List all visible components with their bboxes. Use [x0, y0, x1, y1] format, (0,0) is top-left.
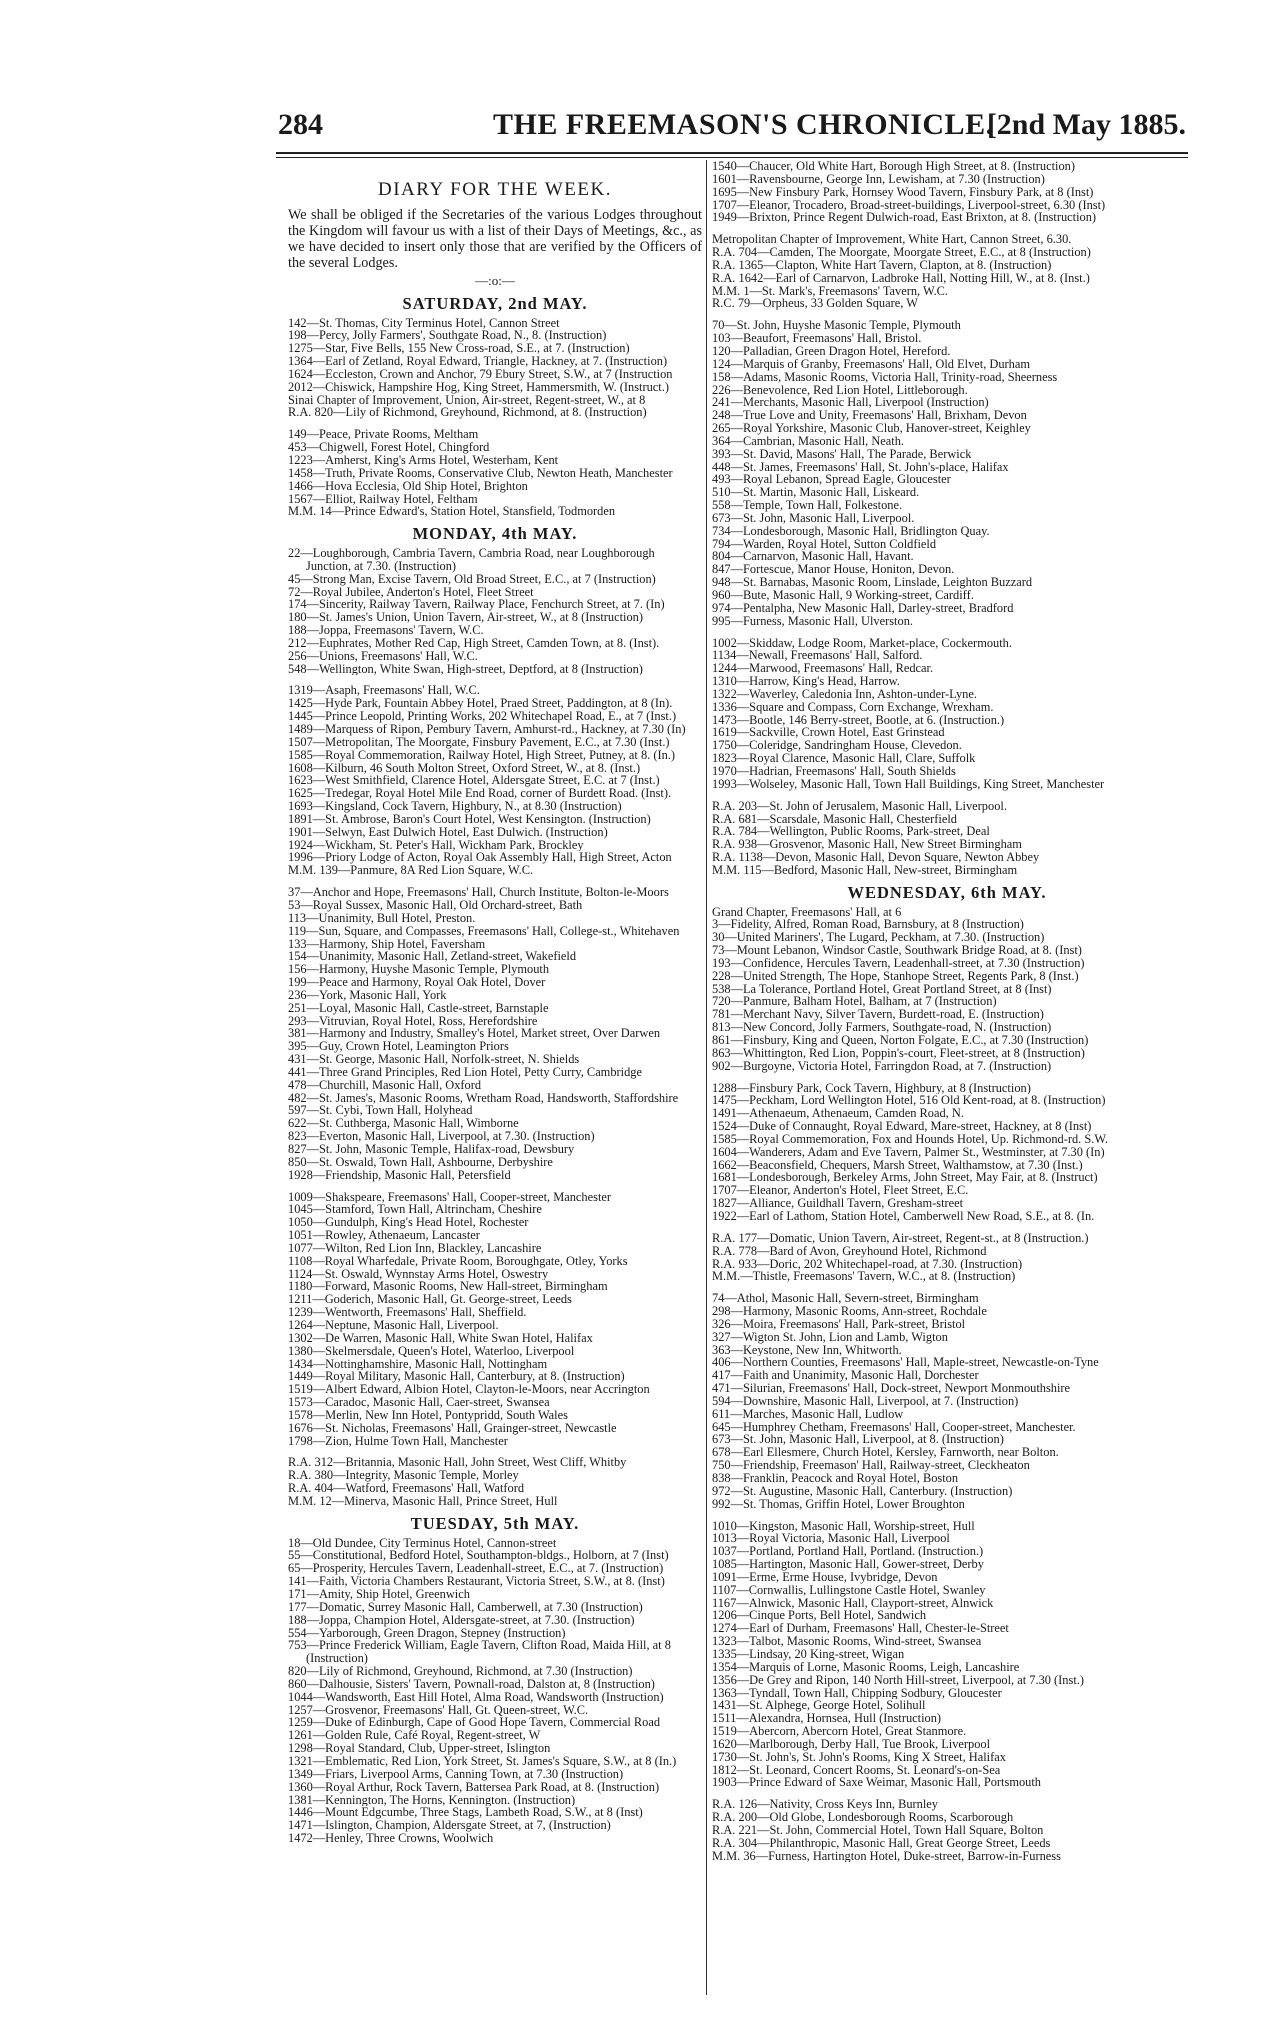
lodge-entry: 1585—Royal Commemoration, Railway Hotel, High Street, Putney, at 8. (In.) — [288, 748, 676, 762]
lodge-entry: 1223—Amherst, King's Arms Hotel, Westerham, Kent — [288, 453, 559, 467]
lodge-entry: 1623—West Smithfield, Clarence Hotel, Aldersgate Street, E.C. at 7 (Inst.) — [288, 774, 660, 788]
lodge-entry: 1922—Earl of Lathom, Station Hotel, Camberwell New Road, S.E., at 8. (In. — [712, 1209, 1095, 1223]
lodge-entry: 1381—Kennington, The Horns, Kennington. (Instruction) — [288, 1793, 576, 1807]
lodge-entry: 1730—St. John's, St. John's Rooms, King X Street, Halifax — [712, 1750, 1006, 1764]
lodge-entry: R.A. 380—Integrity, Masonic Temple, Morley — [288, 1469, 519, 1483]
lodge-entry: 1446—Mount Edgcumbe, Three Stags, Lambeth Road, S.W., at 8 (Inst) — [288, 1806, 643, 1820]
lodge-entry: 1323—Talbot, Masonic Rooms, Wind-street, Swansea — [712, 1635, 982, 1648]
lodge-entry: 1264—Neptune, Masonic Hall, Liverpool. — [288, 1318, 499, 1332]
lodge-entry: 1322—Waverley, Caledonia Inn, Ashton-under-Lyne. — [712, 687, 977, 701]
lodge-entry: 236—York, Masonic Hall, York — [288, 988, 447, 1002]
lodge-entry: 1259—Duke of Edinburgh, Cape of Good Hope Tavern, Commercial Road — [288, 1716, 661, 1730]
lodge-entry: 142—St. Thomas, City Terminus Hotel, Cannon Street — [288, 316, 560, 330]
lodge-entry: 1993—Wolseley, Masonic Hall, Town Hall Buildings, King Street, Manchester — [712, 777, 1105, 791]
lodge-entry: 972—St. Augustine, Masonic Hall, Canterbury. (Instruction) — [712, 1484, 1013, 1498]
lodge-entry: 1511—Alexandra, Hornsea, Hull (Instruction) — [712, 1712, 942, 1726]
lodge-entry: R.A. 126—Nativity, Cross Keys Inn, Burnley — [712, 1798, 939, 1812]
lodge-entry: 431—St. George, Masonic Hall, Norfolk-street, N. Shields — [288, 1053, 580, 1066]
lodge-entry: 1491—Athenaeum, Athenaeum, Camden Road, N. — [712, 1107, 964, 1121]
lodge-entry: 226—Benevolence, Red Lion Hotel, Littleborough. — [712, 383, 968, 397]
lodge-entry: 594—Downshire, Masonic Hall, Liverpool, at 7. (Instruction) — [712, 1394, 1019, 1408]
wednesday-heading: WEDNESDAY, 6th MAY. — [847, 882, 1047, 902]
lodge-entry: 1107—Cornwallis, Lullingstone Castle Hotel, Swanley — [712, 1583, 986, 1597]
tuesday-heading: TUESDAY, 5th MAY. — [410, 1513, 580, 1533]
tuesday-continued-list — [712, 160, 1182, 877]
lodge-entry: 188—Joppa, Champion Hotel, Aldersgate-street, at 7.30. (Instruction) — [288, 1613, 635, 1627]
lodge-entry: 1051—Rowley, Athenaeum, Lancaster — [288, 1229, 480, 1242]
lodge-entry: (Instruction) — [306, 1652, 368, 1666]
lodge-entry: 734—Londesborough, Masonic Hall, Bridlington Quay. — [712, 524, 990, 538]
lodge-entry: 406—Northern Counties, Freemasons' Hall, Maple-street, Newcastle-on-Tyne — [712, 1356, 1099, 1370]
lodge-entry: R.A. 177—Domatic, Union Tavern, Air-street, Regent-st., at 8 (Instruction.) — [712, 1231, 1089, 1245]
lodge-entry: 1274—Earl of Durham, Freemasons' Hall, Chester-le-Street — [712, 1622, 1009, 1636]
lodge-entry: 1473—Bootle, 146 Berry-street, Bootle, at 6. (Instruction.) — [712, 713, 1005, 727]
lodge-entry: 1045—Stamford, Town Hall, Altrincham, Cheshire — [288, 1203, 542, 1217]
lodge-entry: 1010—Kingston, Masonic Hall, Worship-street, Hull — [712, 1519, 975, 1533]
lodge-entry: 120—Palladian, Green Dragon Hotel, Hereford. — [712, 344, 951, 358]
group-gap — [712, 1511, 1182, 1520]
lodge-entry: 1662—Beaconsfield, Chequers, Marsh Street, Walthamstow, at 7.30 (Inst.) — [712, 1158, 1083, 1172]
group-gap — [712, 224, 1182, 233]
lodge-entry: 1009—Shakspeare, Freemasons' Hall, Cooper-street, Manchester — [288, 1190, 612, 1204]
lodge-entry: 154—Unanimity, Masonic Hall, Zetland-street, Wakefield — [288, 950, 577, 964]
lodge-entry: 1134—Newall, Freemasons' Hall, Salford. — [712, 649, 923, 663]
lodge-entry: 673—St. John, Masonic Hall, Liverpool. — [712, 511, 915, 525]
lodge-entry: 1996—Priory Lodge of Acton, Royal Oak Assembly Hall, High Street, Acton — [288, 851, 672, 865]
lodge-entry: 1524—Duke of Connaught, Royal Edward, Mare-street, Hackney, at 8 (Inst) — [712, 1120, 1092, 1133]
lodge-entry: 251—Loyal, Masonic Hall, Castle-street, Barnstaple — [288, 1001, 549, 1015]
group-gap — [712, 310, 1182, 319]
lodge-entry: 156—Harmony, Huyshe Masonic Temple, Plymouth — [288, 963, 550, 977]
lodge-entry: 1445—Prince Leopold, Printing Works, 202 Whitechapel Road, E., at 7 (Inst.) — [288, 710, 677, 723]
lodge-entry: 72—Royal Jubilee, Anderton's Hotel, Fleet Street — [288, 585, 534, 599]
lodge-entry: 1466—Hova Ecclesia, Old Ship Hotel, Brighton — [288, 479, 528, 493]
lodge-entry: 1449—Royal Military, Masonic Hall, Canterbury, at 8. (Instruction) — [288, 1370, 625, 1384]
lodge-entry: R.A. 938—Grosvenor, Masonic Hall, New Street Birmingham — [712, 838, 1022, 852]
wednesday-list — [712, 906, 1182, 1863]
lodge-entry: 1928—Friendship, Masonic Hall, Petersfield — [288, 1168, 511, 1182]
lodge-entry: 995—Furness, Masonic Hall, Ulverston. — [712, 614, 913, 628]
lodge-entry: 133—Harmony, Ship Hotel, Faversham — [288, 937, 486, 951]
lodge-entry: M.M. 139—Panmure, 8A Red Lion Square, W.C. — [288, 864, 534, 878]
lodge-entry: 1676—St. Nicholas, Freemasons' Hall, Grainger-street, Newcastle — [288, 1421, 617, 1435]
lodge-entry: 22—Loughborough, Cambria Tavern, Cambria Road, near Loughborough — [288, 547, 655, 560]
lodge-entry: 241—Merchants, Masonic Hall, Liverpool (Instruction) — [712, 396, 989, 410]
lodge-entry: 256—Unions, Freemasons' Hall, W.C. — [288, 649, 478, 663]
lodge-entry: 1363—Tyndall, Town Hall, Chipping Sodbury, Gloucester — [712, 1686, 1002, 1700]
monday-list — [288, 547, 702, 1508]
lodge-entry: 720—Panmure, Balham Hotel, Balham, at 7 (Instruction) — [712, 995, 997, 1009]
lodge-entry: 820—Lily of Richmond, Greyhound, Richmond, at 7.30 (Instruction) — [288, 1665, 633, 1678]
lodge-entry: 1310—Harrow, King's Head, Harrow. — [712, 675, 900, 688]
lodge-entry: 974—Pentalpha, New Masonic Hall, Darley-street, Bradford — [712, 601, 1014, 615]
lodge-entry: 1244—Marwood, Freemasons' Hall, Redcar. — [712, 662, 934, 676]
lodge-entry: 597—St. Cybi, Town Hall, Holyhead — [288, 1104, 473, 1118]
lodge-entry: 1475—Peckham, Lord Wellington Hotel, 516 Old Kent-road, at 8. (Instruction) — [712, 1094, 1106, 1108]
lodge-entry: 174—Sincerity, Railway Tavern, Railway Place, Fenchurch Street, at 7. (In) — [288, 598, 665, 612]
lodge-entry: 103—Beaufort, Freemasons' Hall, Bristol. — [712, 332, 922, 345]
publication-title: THE FREEMASON'S CHRONICLE. — [493, 108, 994, 141]
lodge-entry: R.A. 681—Scarsdale, Masonic Hall, Chesterfield — [712, 812, 958, 826]
lodge-entry: 960—Bute, Masonic Hall, 9 Working-street, Cardiff. — [712, 589, 974, 602]
lodge-entry: 1827—Alliance, Guildhall Tavern, Gresham-street — [712, 1197, 964, 1210]
lodge-entry: 1823—Royal Clarence, Masonic Hall, Clare, Suffolk — [712, 752, 976, 765]
lodge-entry: 558—Temple, Town Hall, Folkestone. — [712, 499, 903, 512]
lodge-entry: 1625—Tredegar, Royal Hotel Mile End Road, corner of Burdett Road. (Inst). — [288, 787, 672, 801]
lodge-entry: M.M. 1—St. Mark's, Freemasons' Tavern, W.C. — [712, 284, 949, 298]
lodge-entry: 393—St. David, Masons' Hall, The Parade, Berwick — [712, 447, 972, 461]
lodge-entry: M.M. 115—Bedford, Masonic Hall, New-street, Birmingham — [712, 863, 1018, 877]
lodge-entry: 171—Amity, Ship Hotel, Greenwich — [288, 1588, 470, 1601]
lodge-entry: 364—Cambrian, Masonic Hall, Neath. — [712, 434, 905, 448]
lodge-entry: 1578—Merlin, New Inn Hotel, Pontypridd, South Wales — [288, 1408, 568, 1422]
lodge-entry: 119—Sun, Square, and Compasses, Freemasons' Hall, College-st., Whitehaven — [288, 924, 680, 938]
lodge-entry: 198—Percy, Jolly Farmers', Southgate Road, N., 8. (Instruction) — [288, 329, 607, 343]
lodge-entry: 1472—Henley, Three Crowns, Woolwich — [288, 1832, 494, 1845]
lodge-entry: 1519—Albert Edward, Albion Hotel, Clayton-le-Moors, near Accrington — [288, 1383, 650, 1397]
lodge-entry: 1257—Grosvenor, Freemasons' Hall, Gt. Queen-street, W.C. — [288, 1703, 589, 1717]
group-gap — [712, 791, 1182, 800]
group-gap — [288, 419, 702, 428]
lodge-entry: 781—Merchant Navy, Silver Tavern, Burdett-road, E. (Instruction) — [712, 1008, 1044, 1022]
lodge-entry: 850—St. Oswald, Town Hall, Ashbourne, Derbyshire — [288, 1155, 553, 1169]
lodge-entry: 847—Fortescue, Manor House, Honiton, Devon. — [712, 563, 955, 577]
monday-heading: MONDAY, 4th MAY. — [412, 524, 578, 544]
saturday-list — [288, 317, 702, 519]
lodge-entry: 1949—Brixton, Prince Regent Dulwich-road, East Brixton, at 8. (Instruction) — [712, 211, 1097, 225]
lodge-entry: 124—Marquis of Granby, Freemasons' Hall, Old Elvet, Durham — [712, 357, 1031, 371]
lodge-entry: 794—Warden, Royal Hotel, Sutton Coldfield — [712, 537, 937, 551]
lodge-entry: 538—La Tolerance, Portland Hotel, Great Portland Street, at 8 (Inst) — [712, 982, 1052, 996]
lodge-entry: R.A. 200—Old Globe, Londesborough Rooms, Scarborough — [712, 1811, 1014, 1824]
lodge-entry: 510—St. Martin, Masonic Hall, Liskeard. — [712, 486, 920, 500]
lodge-entry: 1585—Royal Commemoration, Fox and Hounds Hotel, Up. Richmond-rd. S.W. — [712, 1132, 1109, 1146]
group-gap — [712, 1073, 1182, 1082]
lodge-entry: 1206—Cinque Ports, Bell Hotel, Sandwich — [712, 1609, 927, 1623]
lodge-entry: 1425—Hyde Park, Fountain Abbey Hotel, Praed Street, Paddington, at 8 (In). — [288, 697, 673, 711]
lodge-entry: 70—St. John, Huyshe Masonic Temple, Plymouth — [712, 319, 961, 333]
lodge-entry: 1108—Royal Wharfedale, Private Room, Boroughgate, Otley, Yorks — [288, 1254, 628, 1268]
lodge-entry: 1431—St. Alphege, George Hotel, Solihull — [712, 1699, 926, 1713]
lodge-entry: 478—Churchill, Masonic Hall, Oxford — [288, 1078, 482, 1092]
lodge-entry: 493—Royal Lebanon, Spread Eagle, Gloucester — [712, 473, 951, 487]
lodge-entry: 861—Finsbury, King and Queen, Norton Folgate, E.C., at 7.30 (Instruction) — [712, 1034, 1089, 1047]
lodge-entry: 1335—Lindsay, 20 King-street, Wigan — [712, 1647, 905, 1661]
lodge-entry: 1924—Wickham, St. Peter's Hall, Wickham Park, Brockley — [288, 838, 584, 852]
lodge-entry: 326—Moira, Freemasons' Hall, Park-street, Bristol — [712, 1317, 966, 1331]
lodge-entry: 158—Adams, Masonic Rooms, Victoria Hall, Trinity-road, Sheerness — [712, 370, 1058, 384]
lodge-entry: 948—St. Barnabas, Masonic Room, Linslade, Leighton Buzzard — [712, 576, 1033, 589]
page-number: 284 — [278, 108, 323, 141]
lodge-entry: 823—Everton, Masonic Hall, Liverpool, at 7.30. (Instruction) — [288, 1130, 595, 1143]
lodge-entry: 417—Faith and Unanimity, Masonic Hall, Dorchester — [712, 1369, 979, 1383]
lodge-entry: R.A. 1642—Earl of Carnarvon, Ladbroke Hall, Notting Hill, W., at 8. (Inst.) — [712, 271, 1090, 285]
group-gap — [712, 1789, 1182, 1798]
lodge-entry: 448—St. James, Freemasons' Hall, St. John's-place, Halifax — [712, 460, 1009, 474]
lodge-entry: 1707—Eleanor, Trocadero, Broad-street-buildings, Liverpool-street, 6.30 (Inst) — [712, 198, 1106, 212]
lodge-entry: 1336—Square and Compass, Corn Exchange, Wrexham. — [712, 700, 994, 714]
lodge-entry: 1798—Zion, Hulme Town Hall, Manchester — [288, 1434, 508, 1448]
lodge-entry: 327—Wigton St. John, Lion and Lamb, Wigton — [712, 1330, 948, 1344]
tuesday-list — [288, 1537, 702, 1845]
lodge-entry: 1180—Forward, Masonic Rooms, New Hall-street, Birmingham — [288, 1280, 608, 1294]
lodge-entry: 1695—New Finsbury Park, Hornsey Wood Tavern, Finsbury Park, at 8 (Inst) — [712, 185, 1094, 199]
lodge-entry: R.A. 203—St. John of Jerusalem, Masonic Hall, Liverpool. — [712, 799, 1007, 813]
right-column — [712, 160, 1182, 1862]
diary-intro: We shall be obliged if the Secretaries of the various Lodges throughout the Kingdom will favour us with a list of their Days of Meetings, &c., as we have decided to insert only those that are verified by the Officers of the several Lodges. — [288, 206, 702, 271]
lodge-entry: 193—Confidence, Hercules Tavern, Leadenhall-street, at 7.30 (Instruction) — [712, 956, 1085, 970]
lodge-entry: 65—Prosperity, Hercules Tavern, Leadenhall-street, E.C., at 7. (Instruction) — [288, 1562, 664, 1576]
lodge-entry: 1261—Golden Rule, Café Royal, Regent-street, W — [288, 1729, 541, 1743]
group-gap — [288, 877, 702, 886]
lodge-entry: 1037—Portland, Portland Hall, Portland. (Instruction.) — [712, 1545, 984, 1559]
lodge-entry: Metropolitan Chapter of Improvement, White Hart, Cannon Street, 6.30. — [712, 233, 1072, 247]
lodge-entry: 1519—Abercorn, Abercorn Hotel, Great Stanmore. — [712, 1725, 967, 1738]
lodge-entry: 1507—Metropolitan, The Moorgate, Finsbury Pavement, E.C., at 7.30 (Inst.) — [288, 735, 670, 749]
lodge-entry: R.A. 820—Lily of Richmond, Greyhound, Richmond, at 8. (Instruction) — [288, 406, 647, 420]
lodge-entry: 673—St. John, Masonic Hall, Liverpool, at 8. (Instruction) — [712, 1433, 1004, 1447]
lodge-entry: 1167—Alnwick, Masonic Hall, Clayport-street, Alnwick — [712, 1596, 994, 1610]
masthead-rule — [276, 152, 1188, 154]
lodge-entry: 1619—Sackville, Crown Hotel, East Grinstead — [712, 726, 945, 740]
lodge-entry: 1239—Wentworth, Freemasons' Hall, Sheffield. — [288, 1306, 527, 1319]
lodge-entry: R.A. 784—Wellington, Public Rooms, Park-street, Deal — [712, 825, 990, 839]
lodge-entry: 381—Harmony and Industry, Smalley's Hotel, Market street, Over Darwen — [288, 1027, 661, 1041]
lodge-entry: 228—United Strength, The Hope, Stanhope Street, Regents Park, 8 (Inst.) — [712, 969, 1079, 983]
lodge-entry: 750—Friendship, Freemason' Hall, Railway-street, Cleckheaton — [712, 1459, 1030, 1472]
lodge-entry: 1489—Marquess of Ripon, Pembury Tavern, Amhurst-rd., Hackney, at 7.30 (In) — [288, 723, 686, 736]
lodge-entry: 53—Royal Sussex, Masonic Hall, Old Orchard-street, Bath — [288, 898, 583, 912]
lodge-entry: 860—Dalhousie, Sisters' Tavern, Pownall-road, Dalston at, 8 (Instruction) — [288, 1677, 655, 1691]
lodge-entry: 1434—Nottinghamshire, Masonic Hall, Nottingham — [288, 1357, 548, 1371]
lodge-entry: 1077—Wilton, Red Lion Inn, Blackley, Lancashire — [288, 1241, 542, 1255]
lodge-entry: 199—Peace and Harmony, Royal Oak Hotel, Dover — [288, 976, 546, 989]
lodge-entry: Grand Chapter, Freemasons' Hall, at 6 — [712, 905, 902, 919]
lodge-entry: 838—Franklin, Peacock and Royal Hotel, Boston — [712, 1472, 959, 1485]
lodge-entry: Junction, at 7.30. (Instruction) — [306, 559, 457, 573]
lodge-entry: R.A. 312—Britannia, Masonic Hall, John Street, West Cliff, Whitby — [288, 1456, 627, 1470]
lodge-entry: 554—Yarborough, Green Dragon, Stepney (Instruction) — [288, 1626, 566, 1640]
lodge-entry: R.A. 404—Watford, Freemasons' Hall, Watford — [288, 1482, 525, 1495]
lodge-entry: 1750—Coleridge, Sandringham House, Clevedon. — [712, 739, 962, 753]
lodge-entry: 441—Three Grand Principles, Red Lion Hotel, Petty Curry, Cambridge — [288, 1065, 642, 1079]
lodge-entry: 1970—Hadrian, Freemasons' Hall, South Shields — [712, 764, 956, 778]
lodge-entry: 1360—Royal Arthur, Rock Tavern, Battersea Park Road, at 8. (Instruction) — [288, 1780, 660, 1794]
lodge-entry: 1002—Skiddaw, Lodge Room, Market-place, Cockermouth. — [712, 636, 1012, 650]
lodge-entry: 141—Faith, Victoria Chambers Restaurant, Victoria Street, S.W., at 8. (Inst) — [288, 1575, 665, 1588]
lodge-entry: R.C. 79—Orpheus, 33 Golden Square, W — [712, 297, 918, 311]
lodge-entry: 611—Marches, Masonic Hall, Ludlow — [712, 1407, 904, 1421]
lodge-entry: 1044—Wandsworth, East Hill Hotel, Alma Road, Wandsworth (Instruction) — [288, 1690, 664, 1704]
lodge-entry: 1540—Chaucer, Old White Hart, Borough High Street, at 8. (Instruction) — [712, 160, 1076, 173]
lodge-entry: 1620—Marlborough, Derby Hall, Tue Brook, Liverpool — [712, 1737, 991, 1751]
lodge-entry: 37—Anchor and Hope, Freemasons' Hall, Church Institute, Bolton-le-Moors — [288, 886, 669, 899]
lodge-entry: 1349—Friars, Liverpool Arms, Canning Town, at 7.30 (Instruction) — [288, 1767, 624, 1781]
lodge-entry: 74—Athol, Masonic Hall, Severn-street, Birmingham — [712, 1292, 979, 1306]
lodge-entry: 1812—St. Leonard, Concert Rooms, St. Leonard's-on-Sea — [712, 1763, 1001, 1777]
lodge-entry: R.A. 221—St. John, Commercial Hotel, Town Hall Square, Bolton — [712, 1823, 1044, 1837]
lodge-entry: 265—Royal Yorkshire, Masonic Club, Hanover-street, Keighley — [712, 422, 1031, 435]
lodge-entry: 678—Earl Ellesmere, Church Hotel, Kersley, Farnworth, near Bolton. — [712, 1446, 1059, 1460]
section-separator: —:o:— — [475, 272, 515, 288]
lodge-entry: 1013—Royal Victoria, Masonic Hall, Liverpool — [712, 1532, 950, 1546]
lodge-entry: 1901—Selwyn, East Dulwich Hotel, East Dulwich. (Instruction) — [288, 825, 608, 839]
lodge-entry: 1288—Finsbury Park, Cock Tavern, Highbury, at 8 (Instruction) — [712, 1081, 1031, 1095]
lodge-entry: 113—Unanimity, Bull Hotel, Preston. — [288, 911, 476, 925]
lodge-entry: 622—St. Cuthberga, Masonic Hall, Wimborne — [288, 1117, 519, 1131]
masthead — [278, 108, 1186, 148]
lodge-entry: Sinai Chapter of Improvement, Union, Air-street, Regent-street, W., at 8 — [288, 393, 646, 407]
lodge-entry: 548—Wellington, White Swan, High-street, Deptford, at 8 (Instruction) — [288, 662, 643, 676]
lodge-entry: 1601—Ravensbourne, George Inn, Lewisham, at 7.30 (Instruction) — [712, 172, 1045, 186]
lodge-entry: 1624—Eccleston, Crown and Anchor, 79 Ebury Street, S.W., at 7 (Instruction — [288, 367, 673, 381]
lodge-entry: M.M. 12—Minerva, Masonic Hall, Prince Street, Hull — [288, 1494, 558, 1508]
lodge-entry: 149—Peace, Private Rooms, Meltham — [288, 428, 479, 442]
lodge-entry: 1707—Eleanor, Anderton's Hotel, Fleet Street, E.C. — [712, 1184, 969, 1198]
lodge-entry: M.M.—Thistle, Freemasons' Tavern, W.C., at 8. (Instruction) — [712, 1270, 1016, 1284]
lodge-entry: 395—Guy, Crown Hotel, Leamington Priors — [288, 1040, 509, 1054]
lodge-entry: R.A. 778—Bard of Avon, Greyhound Hotel, Richmond — [712, 1244, 987, 1258]
lodge-entry: 453—Chigwell, Forest Hotel, Chingford — [288, 441, 490, 454]
lodge-entry: R.A. 304—Philanthropic, Masonic Hall, Great George Street, Leeds — [712, 1836, 1051, 1850]
saturday-heading: SATURDAY, 2nd MAY. — [402, 293, 588, 313]
lodge-entry: 645—Humphrey Chetham, Freemasons' Hall, Cooper-street, Manchester. — [712, 1420, 1076, 1434]
lodge-entry: 992—St. Thomas, Griffin Hotel, Lower Broughton — [712, 1497, 965, 1511]
lodge-entry: 1364—Earl of Zetland, Royal Edward, Triangle, Hackney, at 7. (Instruction) — [288, 355, 668, 368]
lodge-entry: 73—Mount Lebanon, Windsor Castle, Southwark Bridge Road, at 8. (Inst) — [712, 944, 1082, 957]
lodge-entry: 1573—Caradoc, Masonic Hall, Caer-street, Swansea — [288, 1396, 550, 1409]
issue-date: [2nd May 1885. — [986, 108, 1186, 141]
lodge-entry: 212—Euphrates, Mother Red Cap, High Street, Camden Town, at 8. (Inst). — [288, 636, 660, 650]
group-gap — [712, 1223, 1182, 1232]
column-divider — [706, 160, 707, 1995]
lodge-entry: 1458—Truth, Private Rooms, Conservative Club, Newton Heath, Manchester — [288, 466, 673, 480]
lodge-entry: 1321—Emblematic, Red Lion, York Street, St. James's Square, S.W., at 8 (In.) — [288, 1754, 677, 1768]
lodge-entry: 813—New Concord, Jolly Farmers, Southgate-road, N. (Instruction) — [712, 1021, 1052, 1034]
left-column — [288, 160, 702, 1845]
lodge-entry: 1903—Prince Edward of Saxe Weimar, Masonic Hall, Portsmouth — [712, 1776, 1041, 1790]
lodge-entry: 902—Burgoyne, Victoria Hotel, Farringdon Road, at 7. (Instruction) — [712, 1059, 1052, 1073]
lodge-entry: R.A. 1365—Clapton, White Hart Tavern, Clapton, at 8. (Instruction) — [712, 258, 1052, 272]
lodge-entry: 1275—Star, Five Bells, 155 New Cross-road, S.E., at 7. (Instruction) — [288, 342, 630, 356]
lodge-entry: 177—Domatic, Surrey Masonic Hall, Camberwell, at 7.30 (Instruction) — [288, 1600, 643, 1614]
lodge-entry: 1356—De Grey and Ripon, 140 North Hill-street, Liverpool, at 7.30 (Inst.) — [712, 1673, 1084, 1687]
lodge-entry: 2012—Chiswick, Hampshire Hog, King Street, Hammersmith, W. (Instruct.) — [288, 380, 669, 394]
lodge-entry: 248—True Love and Unity, Freemasons' Hall, Brixham, Devon — [712, 409, 1027, 423]
lodge-entry: 293—Vitruvian, Royal Hotel, Ross, Herefordshire — [288, 1014, 538, 1028]
lodge-entry: 298—Harmony, Masonic Rooms, Ann-street, Rochdale — [712, 1305, 987, 1318]
lodge-entry: 1050—Gundulph, King's Head Hotel, Rochester — [288, 1216, 529, 1230]
lodge-entry: 30—United Mariners', The Lugard, Peckham, at 7.30. (Instruction) — [712, 931, 1045, 945]
lodge-entry: 1471—Islington, Champion, Aldersgate Street, at 7, (Instruction) — [288, 1819, 611, 1833]
lodge-entry: 1693—Kingsland, Cock Tavern, Highbury, N., at 8.30 (Instruction) — [288, 800, 622, 813]
lodge-entry: 1319—Asaph, Freemasons' Hall, W.C. — [288, 684, 480, 698]
lodge-entry: 1211—Goderich, Masonic Hall, Gt. George-street, Leeds — [288, 1293, 572, 1307]
group-gap — [288, 675, 702, 684]
lodge-entry: 1354—Marquis of Lorne, Masonic Rooms, Leigh, Lancashire — [712, 1660, 1020, 1674]
lodge-entry: 363—Keystone, New Inn, Whitworth. — [712, 1343, 902, 1357]
lodge-entry: 1380—Skelmersdale, Queen's Hotel, Waterloo, Liverpool — [288, 1344, 575, 1358]
lodge-entry: M.M. 36—Furness, Hartington Hotel, Duke-street, Barrow-in-Furness — [712, 1849, 1061, 1863]
lodge-entry: M.M. 14—Prince Edward's, Station Hotel, Stansfield, Todmorden — [288, 505, 616, 519]
lodge-entry: 804—Carnarvon, Masonic Hall, Havant. — [712, 550, 914, 564]
lodge-entry: 180—St. James's Union, Union Tavern, Air-street, W., at 8 (Instruction) — [288, 611, 644, 625]
masthead-rule-thin — [276, 157, 1188, 158]
lodge-entry: 863—Whittington, Red Lion, Poppin's-court, Fleet-street, at 8 (Instruction) — [712, 1046, 1085, 1060]
lodge-entry: 1891—St. Ambrose, Baron's Court Hotel, West Kensington. (Instruction) — [288, 812, 651, 826]
lodge-entry: R.A. 704—Camden, The Moorgate, Moorgate Street, E.C., at 8 (Instruction) — [712, 246, 1091, 259]
group-gap — [712, 1283, 1182, 1292]
lodge-entry: 1085—Hartington, Masonic Hall, Gower-street, Derby — [712, 1558, 984, 1571]
group-gap — [288, 1447, 702, 1456]
lodge-entry: 18—Old Dundee, City Terminus Hotel, Cannon-street — [288, 1536, 557, 1550]
lodge-entry: 753—Prince Frederick William, Eagle Tavern, Clifton Road, Maida Hill, at 8 — [288, 1639, 671, 1653]
lodge-entry: 45—Strong Man, Excise Tavern, Old Broad Street, E.C., at 7 (Instruction) — [288, 572, 656, 586]
lodge-entry: 827—St. John, Masonic Temple, Halifax-road, Dewsbury — [288, 1143, 575, 1156]
group-gap — [712, 628, 1182, 637]
lodge-entry: 1302—De Warren, Masonic Hall, White Swan Hotel, Halifax — [288, 1331, 593, 1345]
lodge-entry: R.A. 1138—Devon, Masonic Hall, Devon Square, Newton Abbey — [712, 851, 1040, 864]
lodge-entry: 1124—St. Oswald, Wynnstay Arms Hotel, Oswestry — [288, 1267, 549, 1281]
lodge-entry: 3—Fidelity, Alfred, Roman Road, Barnsbury, at 8 (Instruction) — [712, 918, 1024, 932]
lodge-entry: 1567—Elliot, Railway Hotel, Feltham — [288, 492, 478, 506]
lodge-entry: 1091—Erme, Erme House, Ivybridge, Devon — [712, 1570, 938, 1584]
diary-title: DIARY FOR THE WEEK. — [378, 179, 612, 200]
lodge-entry: 1604—Wanderers, Adam and Eve Tavern, Palmer St., Westminster, at 7.30 (In) — [712, 1145, 1105, 1159]
lodge-entry: 1681—Londesborough, Berkeley Arms, John Street, May Fair, at 8. (Instruct) — [712, 1171, 1098, 1185]
group-gap — [288, 1182, 702, 1191]
lodge-entry: 482—St. James's, Masonic Rooms, Wretham Road, Handsworth, Staffordshire — [288, 1091, 679, 1105]
lodge-entry: 1608—Kilburn, 46 South Molton Street, Oxford Street, W., at 8. (Inst.) — [288, 761, 641, 775]
lodge-entry: 1298—Royal Standard, Club, Upper-street, Islington — [288, 1742, 551, 1755]
lodge-entry: R.A. 933—Doric, 202 Whitechapel-road, at 7.30. (Instruction) — [712, 1257, 1023, 1271]
lodge-entry: 188—Joppa, Freemasons' Tavern, W.C. — [288, 624, 484, 637]
lodge-entry: 55—Constitutional, Bedford Hotel, Southampton-bldgs., Holborn, at 7 (Inst) — [288, 1549, 669, 1563]
lodge-entry: 471—Silurian, Freemasons' Hall, Dock-street, Newport Monmouthshire — [712, 1382, 1071, 1395]
